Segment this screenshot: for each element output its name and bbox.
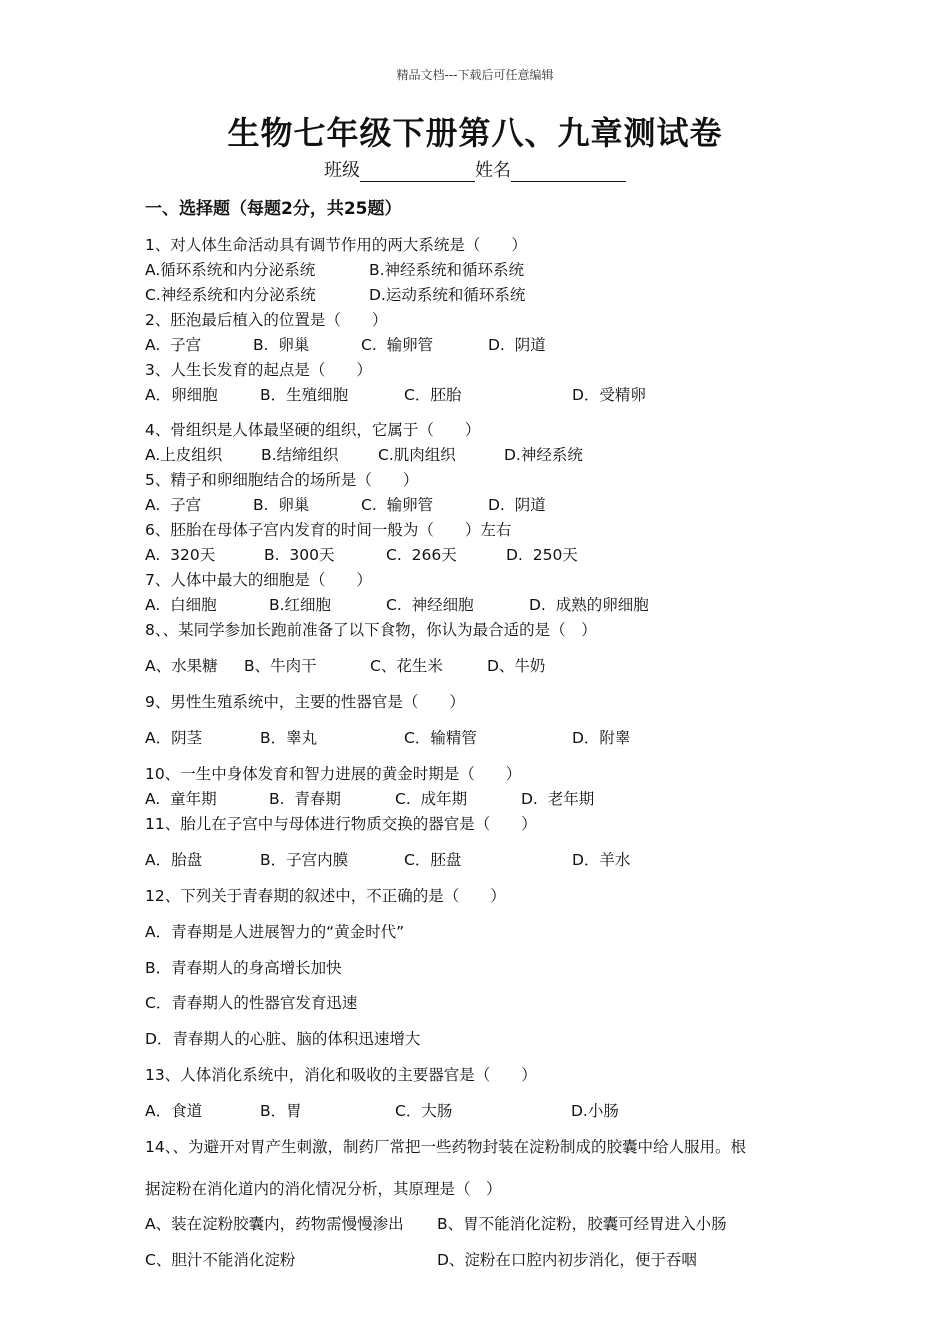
q12-option-c: C．青春期人的性器官发育迅速 bbox=[145, 994, 358, 1012]
q5-option-c: C. 输卵管 bbox=[361, 496, 434, 514]
q3-option-a: A．卵细胞 bbox=[145, 386, 218, 404]
q7-option-b: B.红细胞 bbox=[269, 596, 332, 614]
q11-stem: 11、胎儿在子宫中与母体进行物质交换的器官是（ ） bbox=[145, 815, 537, 833]
q6-option-b: B. 300天 bbox=[264, 546, 335, 564]
q1-option-c: C.神经系统和内分泌系统 bbox=[145, 286, 316, 304]
q10-option-b: B. 青春期 bbox=[269, 790, 341, 808]
q3-option-d: D．受精卵 bbox=[572, 386, 646, 404]
q14-option-b: B、胃不能消化淀粉，胶囊可经胃进入小肠 bbox=[437, 1215, 727, 1233]
q13-option-d: D.小肠 bbox=[571, 1102, 619, 1120]
q10-option-a: A. 童年期 bbox=[145, 790, 217, 808]
q12-option-d: D．青春期人的心脏、脑的体积迅速增大 bbox=[145, 1030, 421, 1048]
q11-option-d: D．羊水 bbox=[572, 851, 631, 869]
q10-option-d: D. 老年期 bbox=[521, 790, 595, 808]
q2-option-b: B. 卵巢 bbox=[253, 336, 310, 354]
page-header: 精品文档---下载后可任意编辑 bbox=[396, 68, 554, 82]
q9-option-a: A．阴茎 bbox=[145, 729, 203, 747]
q13-option-b: B．胃 bbox=[260, 1102, 302, 1120]
q1-option-a: A.循环系统和内分泌系统 bbox=[145, 261, 316, 279]
q4-option-b: B.结缔组织 bbox=[261, 446, 339, 464]
q13-option-a: A．食道 bbox=[145, 1102, 203, 1120]
q14-option-d: D、淀粉在口腔内初步消化，便于吞咽 bbox=[437, 1251, 697, 1269]
q14-option-a: A、装在淀粉胶囊内，药物需慢慢渗出 bbox=[145, 1215, 404, 1233]
q13-stem: 13、人体消化系统中，消化和吸收的主要器官是（ ） bbox=[145, 1066, 537, 1084]
q4-option-a: A.上皮组织 bbox=[145, 446, 223, 464]
q5-option-d: D. 阴道 bbox=[488, 496, 546, 514]
page-title: 生物七年级下册第八、九章测试卷 bbox=[227, 114, 723, 152]
q1-stem: 1、对人体生命活动具有调节作用的两大系统是（ ） bbox=[145, 236, 527, 254]
q4-option-d: D.神经系统 bbox=[504, 446, 583, 464]
q6-option-c: C. 266天 bbox=[386, 546, 457, 564]
q13-option-c: C．大肠 bbox=[395, 1102, 453, 1120]
q10-stem: 10、一生中身体发育和智力进展的黄金时期是（ ） bbox=[145, 765, 522, 783]
q9-option-d: D．附睾 bbox=[572, 729, 631, 747]
q1-option-b: B.神经系统和循环系统 bbox=[369, 261, 525, 279]
section-title: 一、选择题（每题2分，共25题） bbox=[145, 199, 402, 219]
q2-option-c: C. 输卵管 bbox=[361, 336, 434, 354]
q8-stem: 8、、某同学参加长跑前准备了以下食物，你认为最合适的是（ ） bbox=[145, 621, 597, 639]
q14-stem-line2: 据淀粉在消化道内的消化情况分析，其原理是（ ） bbox=[145, 1180, 502, 1198]
q12-option-a: A．青春期是人进展智力的“黄金时代” bbox=[145, 923, 405, 941]
q11-option-a: A．胎盘 bbox=[145, 851, 203, 869]
q11-option-b: B．子宫内膜 bbox=[260, 851, 349, 869]
q8-option-d: D、牛奶 bbox=[487, 657, 546, 675]
q2-option-d: D. 阴道 bbox=[488, 336, 546, 354]
q5-stem: 5、精子和卵细胞结合的场所是（ ） bbox=[145, 471, 419, 489]
name-label: 姓名 bbox=[475, 160, 511, 181]
q9-option-b: B．睾丸 bbox=[260, 729, 318, 747]
q4-option-c: C.肌肉组织 bbox=[378, 446, 456, 464]
q9-stem: 9、男性生殖系统中，主要的性器官是（ ） bbox=[145, 693, 465, 711]
q12-option-b: B．青春期人的身高增长加快 bbox=[145, 959, 342, 977]
q2-stem: 2、胚泡最后植入的位置是（ ） bbox=[145, 311, 388, 329]
q1-option-d: D.运动系统和循环系统 bbox=[369, 286, 526, 304]
q11-option-c: C．胚盘 bbox=[404, 851, 462, 869]
q6-option-a: A. 320天 bbox=[145, 546, 216, 564]
q7-stem: 7、人体中最大的细胞是（ ） bbox=[145, 571, 372, 589]
q7-option-d: D. 成熟的卵细胞 bbox=[529, 596, 649, 614]
q8-option-a: A、水果糖 bbox=[145, 657, 218, 675]
q3-option-b: B．生殖细胞 bbox=[260, 386, 349, 404]
class-label: 班级 bbox=[324, 160, 360, 181]
q2-option-a: A. 子宫 bbox=[145, 336, 202, 354]
q9-option-c: C．输精管 bbox=[404, 729, 477, 747]
class-name-line bbox=[0, 156, 950, 182]
q7-option-c: C. 神经细胞 bbox=[386, 596, 474, 614]
q7-option-a: A. 白细胞 bbox=[145, 596, 217, 614]
q14-option-c: C、胆汁不能消化淀粉 bbox=[145, 1251, 296, 1269]
q10-option-c: C. 成年期 bbox=[395, 790, 468, 808]
class-blank[interactable] bbox=[360, 165, 475, 182]
q12-stem: 12、下列关于青春期的叙述中，不正确的是（ ） bbox=[145, 887, 506, 905]
q6-option-d: D. 250天 bbox=[506, 546, 578, 564]
q4-stem: 4、骨组织是人体最坚硬的组织，它属于（ ） bbox=[145, 421, 481, 439]
q5-option-a: A. 子宫 bbox=[145, 496, 202, 514]
q8-option-b: B、牛肉干 bbox=[244, 657, 317, 675]
q3-stem: 3、人生长发育的起点是（ ） bbox=[145, 361, 372, 379]
q5-option-b: B. 卵巢 bbox=[253, 496, 310, 514]
q6-stem: 6、胚胎在母体子宫内发育的时间一般为（ ）左右 bbox=[145, 521, 512, 539]
q14-stem-line1: 14、、为避开对胃产生刺激，制药厂常把一些药物封装在淀粉制成的胶囊中给人服用。根 bbox=[145, 1138, 746, 1156]
q3-option-c: C．胚胎 bbox=[404, 386, 462, 404]
name-blank[interactable] bbox=[511, 165, 626, 182]
q8-option-c: C、花生米 bbox=[370, 657, 443, 675]
